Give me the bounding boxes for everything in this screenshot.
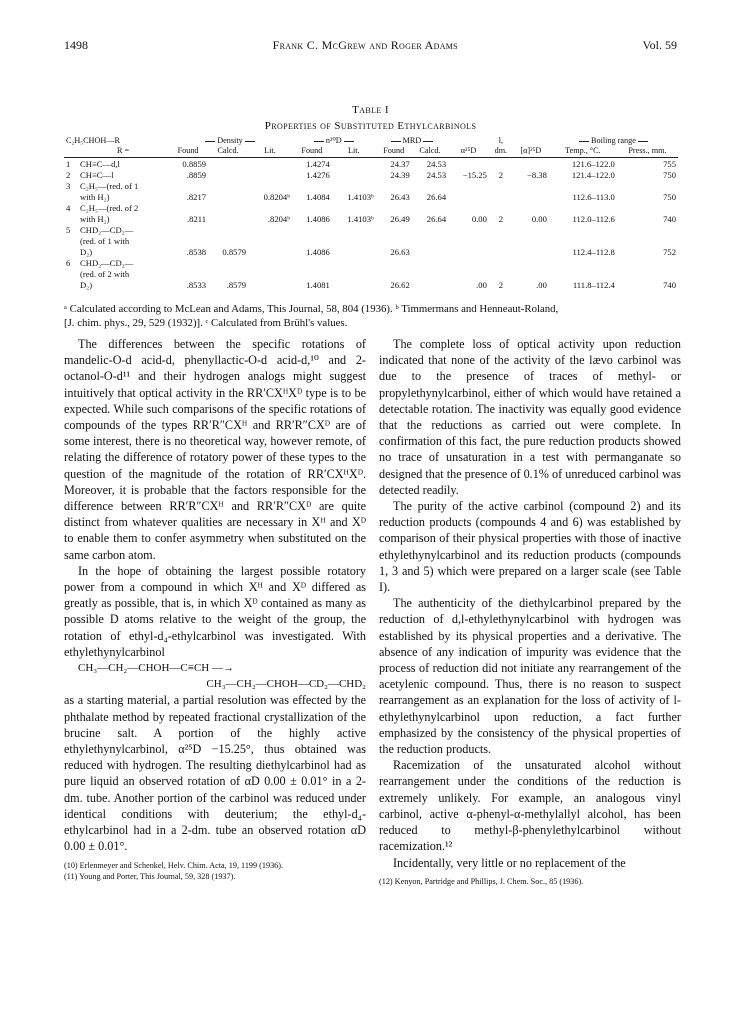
volume-label: Vol. 59	[642, 38, 677, 52]
cell-temp: 112.0–112.6	[572, 214, 615, 224]
cell-spec	[513, 191, 549, 202]
cell-r: CH≡C—d,l	[80, 159, 120, 169]
cell-mr-calcd	[412, 202, 448, 213]
cell-temp: 121.4–122.0	[571, 170, 615, 180]
running-authors: Frank C. McGrew and Roger Adams	[272, 38, 458, 52]
table-row	[64, 213, 678, 224]
cell-dens-found: .8211	[187, 214, 207, 224]
cell-alpha	[448, 191, 489, 202]
cell-l	[489, 224, 513, 235]
table-title: Properties of Substituted Ethylcarbinols	[264, 120, 477, 132]
cell-spec	[513, 202, 549, 213]
cell-l	[489, 180, 513, 191]
nd-header: n²⁰D	[325, 136, 342, 145]
nd-found-header: Found	[292, 146, 332, 158]
cell-alpha	[448, 224, 489, 235]
cell-l	[489, 235, 513, 246]
cell-nd-lit	[332, 257, 376, 268]
cell-mr-calcd: 26.64	[426, 192, 447, 202]
cell-temp	[549, 180, 617, 191]
cell-r: C₂H₅—(red. of 2	[80, 203, 139, 213]
cell-nd-lit: 1.4103ᵇ	[347, 192, 374, 202]
cell-dens-calcd	[208, 268, 248, 279]
alpha-header: α²⁵D	[448, 146, 489, 158]
left-paragraph-2: In the hope of obtaining the largest possible rotatory power from a compound in which Xᴴ and Xᴰ differed as greatly as possible, that is, in which Xᴰ contained as many as possible D atoms relative to the weight of the group, the rotation of ethyl-d₄-ethylcarbinol was investigated. With ethylethynylcarbinol	[64, 563, 366, 659]
cell-no: 5	[66, 225, 71, 235]
cell-temp: 112.4–112.8	[572, 247, 615, 257]
cell-nd-lit	[332, 279, 376, 290]
cell-mr-found	[376, 202, 412, 213]
cell-mr-found	[376, 257, 412, 268]
cell-dens-calcd	[208, 169, 248, 180]
cell-dens-calcd	[208, 180, 248, 191]
dens-found-header: Found	[168, 146, 208, 158]
cell-nd-lit	[332, 202, 376, 213]
cell-temp	[549, 268, 617, 279]
cell-press	[617, 235, 678, 246]
cell-temp: 121.6–122.0	[571, 159, 615, 169]
cell-nd-lit	[332, 268, 376, 279]
cell-nd-found	[292, 268, 332, 279]
cell-r: CH≡C—l	[80, 170, 114, 180]
left-paragraph-3: as a starting material, a partial resolution was effected by the phthalate method by repeated fractional crystallization of the brucine salt. A portion of the highly active ethylethynylcarbinol, α²⁵D −15.25°, thus obtained was reduced with hydrogen. The resulting diethylcarbinol had as pure liquid an observed rotation of αD 0.00 ± 0.01° in a 2-dm. tube. Another portion of the carbinol was reduced under identical conditions with deuterium; the ethyl-d₄-ethylcarbinol had in a 2-dm. tube an observed rotation αD 0.00 ± 0.01°.	[64, 693, 366, 854]
cell-dens-calcd	[208, 235, 248, 246]
page-number: 1498	[64, 38, 88, 52]
cell-no: 4	[66, 203, 71, 213]
footnote-11: (11) Young and Porter, This Journal, 59, 328 (1937).	[64, 871, 236, 881]
cell-alpha	[448, 268, 489, 279]
cell-r: D₂)	[80, 280, 93, 290]
cell-no	[64, 213, 78, 224]
cell-press: 750	[663, 192, 676, 202]
cell-mr-calcd: 24.53	[426, 159, 447, 169]
cell-dens-lit	[248, 169, 292, 180]
dens-calcd-header: Calcd.	[208, 146, 248, 158]
cell-mr-calcd	[412, 235, 448, 246]
cell-l	[489, 158, 513, 170]
cell-nd-found: 1.4086	[306, 214, 330, 224]
cell-dens-calcd: .8579	[226, 280, 247, 290]
cell-alpha	[448, 246, 489, 257]
mrd-header: MRD	[402, 136, 422, 145]
cell-dens-found: .8217	[186, 192, 207, 202]
cell-dens-calcd	[208, 191, 248, 202]
cell-l	[489, 257, 513, 268]
cell-press: 740	[663, 280, 676, 290]
cell-dens-found	[168, 257, 208, 268]
cell-mr-found	[376, 180, 412, 191]
reaction-equation-line-1: CH₃—CH₂—CHOH—C≡CH —→	[78, 662, 234, 675]
table-row	[64, 180, 678, 191]
cell-nd-lit	[332, 224, 376, 235]
footnote-10: (10) Erlenmeyer and Schenkel, Helv. Chim. Acta, 19, 1199 (1936).	[64, 860, 284, 870]
cell-mr-found: 26.49	[390, 214, 410, 224]
cell-dens-lit	[248, 158, 292, 170]
cell-dens-lit	[248, 279, 292, 290]
cell-mr-calcd: 26.64	[426, 214, 447, 224]
cell-temp	[549, 224, 617, 235]
cell-no	[64, 246, 78, 257]
properties-table	[64, 136, 678, 290]
cell-mr-found: 24.37	[390, 159, 410, 169]
cell-press	[617, 257, 678, 268]
cell-l: 2	[498, 280, 503, 290]
dm-header: dm.	[489, 146, 513, 158]
right-paragraph-4: Racemization of the unsaturated alcohol without rearrangement under the conditions of the reduction is extremely unlikely. For example, an analogous vinyl carbinol, active α-phenyl-α-methylallyl alcohol, has been reduced to methyl-β-phenylethylcarbinol without racemization.¹²	[379, 758, 681, 854]
left-column	[64, 336, 366, 882]
cell-spec	[513, 180, 549, 191]
table-row	[64, 224, 678, 235]
cell-l: 2	[498, 170, 503, 180]
cell-alpha: −15.25	[462, 170, 487, 180]
table-label: Table I	[352, 104, 389, 116]
cell-press	[617, 224, 678, 235]
cell-nd-found	[292, 257, 332, 268]
table-footnote-2: [J. chim. phys., 29, 529 (1932)]. ᶜ Calculated from Brühl's values.	[64, 317, 348, 329]
cell-no	[64, 279, 78, 290]
nd-lit-header: Lit.	[332, 146, 376, 158]
cell-r: (red. of 2 with	[80, 269, 130, 279]
cell-press: 755	[663, 159, 676, 169]
cell-dens-calcd	[208, 224, 248, 235]
cell-press: 752	[663, 247, 676, 257]
cell-nd-lit	[332, 180, 376, 191]
cell-mr-found	[376, 268, 412, 279]
cell-r: CHD₂—CD₂—	[80, 225, 134, 235]
cell-dens-found	[168, 268, 208, 279]
cell-r: CHD₂—CD₂—	[80, 258, 134, 268]
table-row	[64, 169, 678, 180]
dens-lit-header: Lit.	[248, 146, 292, 158]
cell-dens-calcd	[208, 158, 248, 170]
left-footnotes	[64, 859, 366, 882]
cell-mr-calcd	[412, 279, 448, 290]
cell-press	[617, 180, 678, 191]
cell-dens-lit	[248, 180, 292, 191]
cell-press: 750	[663, 170, 676, 180]
cell-dens-lit	[248, 268, 292, 279]
cell-dens-found: .8533	[186, 280, 207, 290]
cell-alpha	[448, 180, 489, 191]
cell-mr-calcd	[412, 246, 448, 257]
right-paragraph-5: Incidentally, very little or no replacement of the	[393, 855, 626, 870]
cell-dens-found	[168, 180, 208, 191]
col-group-header: C₂H₅CHOH—R	[66, 136, 120, 145]
cell-spec: −8.38	[527, 170, 547, 180]
cell-mr-found	[376, 235, 412, 246]
cell-dens-calcd	[208, 202, 248, 213]
cell-nd-found: 1.4084	[306, 192, 330, 202]
cell-nd-found	[292, 235, 332, 246]
bp-header: Boiling range	[591, 136, 636, 145]
table-footnote-1: ᵃ Calculated according to McLean and Adams, This Journal, 58, 804 (1936). ᵇ Timmermans and Henneaut-Roland,	[64, 303, 559, 315]
cell-dens-calcd	[208, 213, 248, 224]
table-row	[64, 268, 678, 279]
table-row	[64, 257, 678, 268]
right-paragraph-1: The complete loss of optical activity upon reduction indicated that none of the activity of the lævo carbinol was due to the presence of traces of methyl- or propylethynylcarbinol, either of which would have retained a detectable rotation. The inactivity was equally good evidence that the reductions as carried out were complete. In confirmation of this fact, the pure reduction products showed no trace of unsaturation in a test with permanganate so designed that the presence of 0.1% of unreduced carbinol was detected readily.	[379, 337, 681, 497]
cell-spec	[513, 268, 549, 279]
right-paragraph-3: The authenticity of the diethylcarbinol prepared by the reduction of d,l-ethylethynylcarbinol with hydrogen was established by its physical properties and a derivative. The absence of any indication of impurity was evidence that the process of reduction did not initiate any rearrangement of the acetylenic compound. Thus, there is no reason to suspect rearrangement as an explanation for the loss of activity of l-ethylethynylcarbinol upon reduction, a fact further emphasized by the consistency of the physical properties of the reduction products.	[379, 596, 681, 757]
cell-mr-found	[376, 224, 412, 235]
cell-dens-lit	[248, 224, 292, 235]
cell-l	[489, 268, 513, 279]
table-footnotes	[64, 302, 677, 330]
cell-nd-found	[292, 180, 332, 191]
cell-nd-lit	[332, 158, 376, 170]
press-header: Press., mm.	[617, 146, 678, 158]
cell-l: 2	[498, 214, 503, 224]
cell-mr-found: 26.43	[390, 192, 410, 202]
cell-mr-found: 24.39	[390, 170, 410, 180]
density-header: Density	[217, 136, 243, 145]
cell-alpha: 0.00	[471, 214, 487, 224]
table-row	[64, 202, 678, 213]
cell-spec	[513, 158, 549, 170]
cell-dens-lit	[248, 257, 292, 268]
cell-nd-found	[292, 202, 332, 213]
cell-nd-found: 1.4274	[306, 159, 330, 169]
cell-nd-found: 1.4276	[306, 170, 330, 180]
cell-mr-calcd	[412, 268, 448, 279]
cell-l	[489, 191, 513, 202]
cell-no	[64, 235, 78, 246]
cell-r: (red. of 1 with	[80, 236, 130, 246]
table-body	[64, 158, 678, 291]
cell-l	[489, 246, 513, 257]
table-row	[64, 191, 678, 202]
footnote-12: (12) Kenyon, Partridge and Phillips, J. Chem. Soc., 85 (1936).	[379, 876, 584, 886]
cell-alpha	[448, 257, 489, 268]
cell-nd-found: 1.4081	[306, 280, 330, 290]
cell-no	[64, 268, 78, 279]
cell-dens-found	[168, 235, 208, 246]
cell-dens-calcd	[208, 257, 248, 268]
cell-nd-lit	[332, 169, 376, 180]
cell-alpha: .00	[476, 280, 487, 290]
cell-mr-calcd: 24.53	[426, 170, 447, 180]
cell-alpha	[448, 235, 489, 246]
cell-nd-lit: 1.4103ᵇ	[347, 214, 374, 224]
cell-spec	[513, 235, 549, 246]
l-header: l,	[498, 136, 504, 145]
cell-dens-lit: .8204ᵇ	[267, 214, 290, 224]
table-row	[64, 246, 678, 257]
cell-no: 1	[66, 159, 71, 169]
cell-r: with H₂)	[80, 214, 110, 224]
cell-r: with H₂)	[80, 192, 110, 202]
cell-temp	[549, 202, 617, 213]
running-header	[64, 38, 677, 54]
cell-dens-lit	[248, 235, 292, 246]
right-footnotes	[379, 875, 681, 887]
cell-temp: 111.8–112.4	[572, 280, 615, 290]
cell-r: C₂H₅—(red. of 1	[80, 181, 139, 191]
cell-no: 2	[66, 170, 71, 180]
temp-header: Temp., °C.	[549, 146, 617, 158]
cell-nd-lit	[332, 246, 376, 257]
cell-dens-lit	[248, 202, 292, 213]
mr-calcd-header: Calcd.	[412, 146, 448, 158]
cell-spec	[513, 257, 549, 268]
cell-r: D₂)	[80, 247, 93, 257]
cell-mr-found: 26.63	[390, 247, 410, 257]
spec-rot-header: [α]²⁵D	[513, 146, 549, 158]
cell-temp: 112.6–113.0	[572, 192, 615, 202]
cell-spec: 0.00	[531, 214, 547, 224]
cell-temp	[549, 257, 617, 268]
cell-press	[617, 268, 678, 279]
cell-dens-found	[168, 224, 208, 235]
table-row	[64, 279, 678, 290]
cell-no: 6	[66, 258, 71, 268]
cell-mr-found: 26.62	[390, 280, 410, 290]
cell-alpha	[448, 202, 489, 213]
right-paragraph-2: The purity of the active carbinol (compound 2) and its reduction products (compounds 4 and 6) was established by comparison of their physical properties with those of inactive ethylethynylcarbinol and its reduction products (compounds 1, 3 and 5) which were prepared on a larger scale (see Table I).	[379, 499, 681, 595]
table-row	[64, 235, 678, 246]
cell-no	[64, 191, 78, 202]
left-paragraph-1: The differences between the specific rotations of mandelic-O-d acid-d, phenyllactic-O-d acid-d,¹⁰ and 2-octanol-O-d¹¹ and their hydrogen analogs might suggest intuitively that optical activity in the RR′CXᴴXᴰ type is to be expected. While such comparisons of the specific rotations of compounds of the types RR′R″CXᴴ and RR′R″CXᴰ are of some interest, there is no theoretical way, however remote, of relating the difference of rotatory power of these types to the question of the magnitude of the rotation of RR′CXᴴXᴰ. Moreover, it is probable that the factors responsible for the difference between RR′R″CXᴴ and RR′R″CXᴰ are quite distinct from whatever qualities are necessary in Xᴴ and Xᴰ to enable them to confer asymmetry when substituted on the same carbon atom.	[64, 337, 366, 562]
cell-dens-lit: 0.8204ᵇ	[263, 192, 290, 202]
cell-dens-calcd: 0.8579	[222, 247, 247, 257]
cell-dens-found: .8538	[186, 247, 207, 257]
cell-nd-found	[292, 224, 332, 235]
cell-nd-lit	[332, 235, 376, 246]
cell-spec	[513, 246, 549, 257]
cell-no: 3	[66, 181, 71, 191]
cell-mr-calcd	[412, 257, 448, 268]
cell-press	[617, 202, 678, 213]
cell-temp	[549, 235, 617, 246]
right-column	[379, 336, 681, 887]
reaction-equation-line-2: CH₃—CH₂—CHOH—CD₂—CHD₂	[206, 678, 366, 691]
cell-spec	[513, 224, 549, 235]
cell-l	[489, 202, 513, 213]
cell-spec: .00	[536, 280, 547, 290]
cell-mr-calcd	[412, 224, 448, 235]
cell-nd-found: 1.4086	[306, 247, 330, 257]
cell-alpha	[448, 158, 489, 170]
table-row	[64, 158, 678, 170]
cell-dens-found: 0.8859	[182, 159, 207, 169]
cell-press: 740	[663, 214, 676, 224]
cell-dens-lit	[248, 246, 292, 257]
r-header: R =	[78, 146, 168, 158]
cell-mr-calcd	[412, 180, 448, 191]
cell-dens-found: .8859	[186, 170, 207, 180]
mr-found-header: Found	[376, 146, 412, 158]
cell-dens-found	[168, 202, 208, 213]
